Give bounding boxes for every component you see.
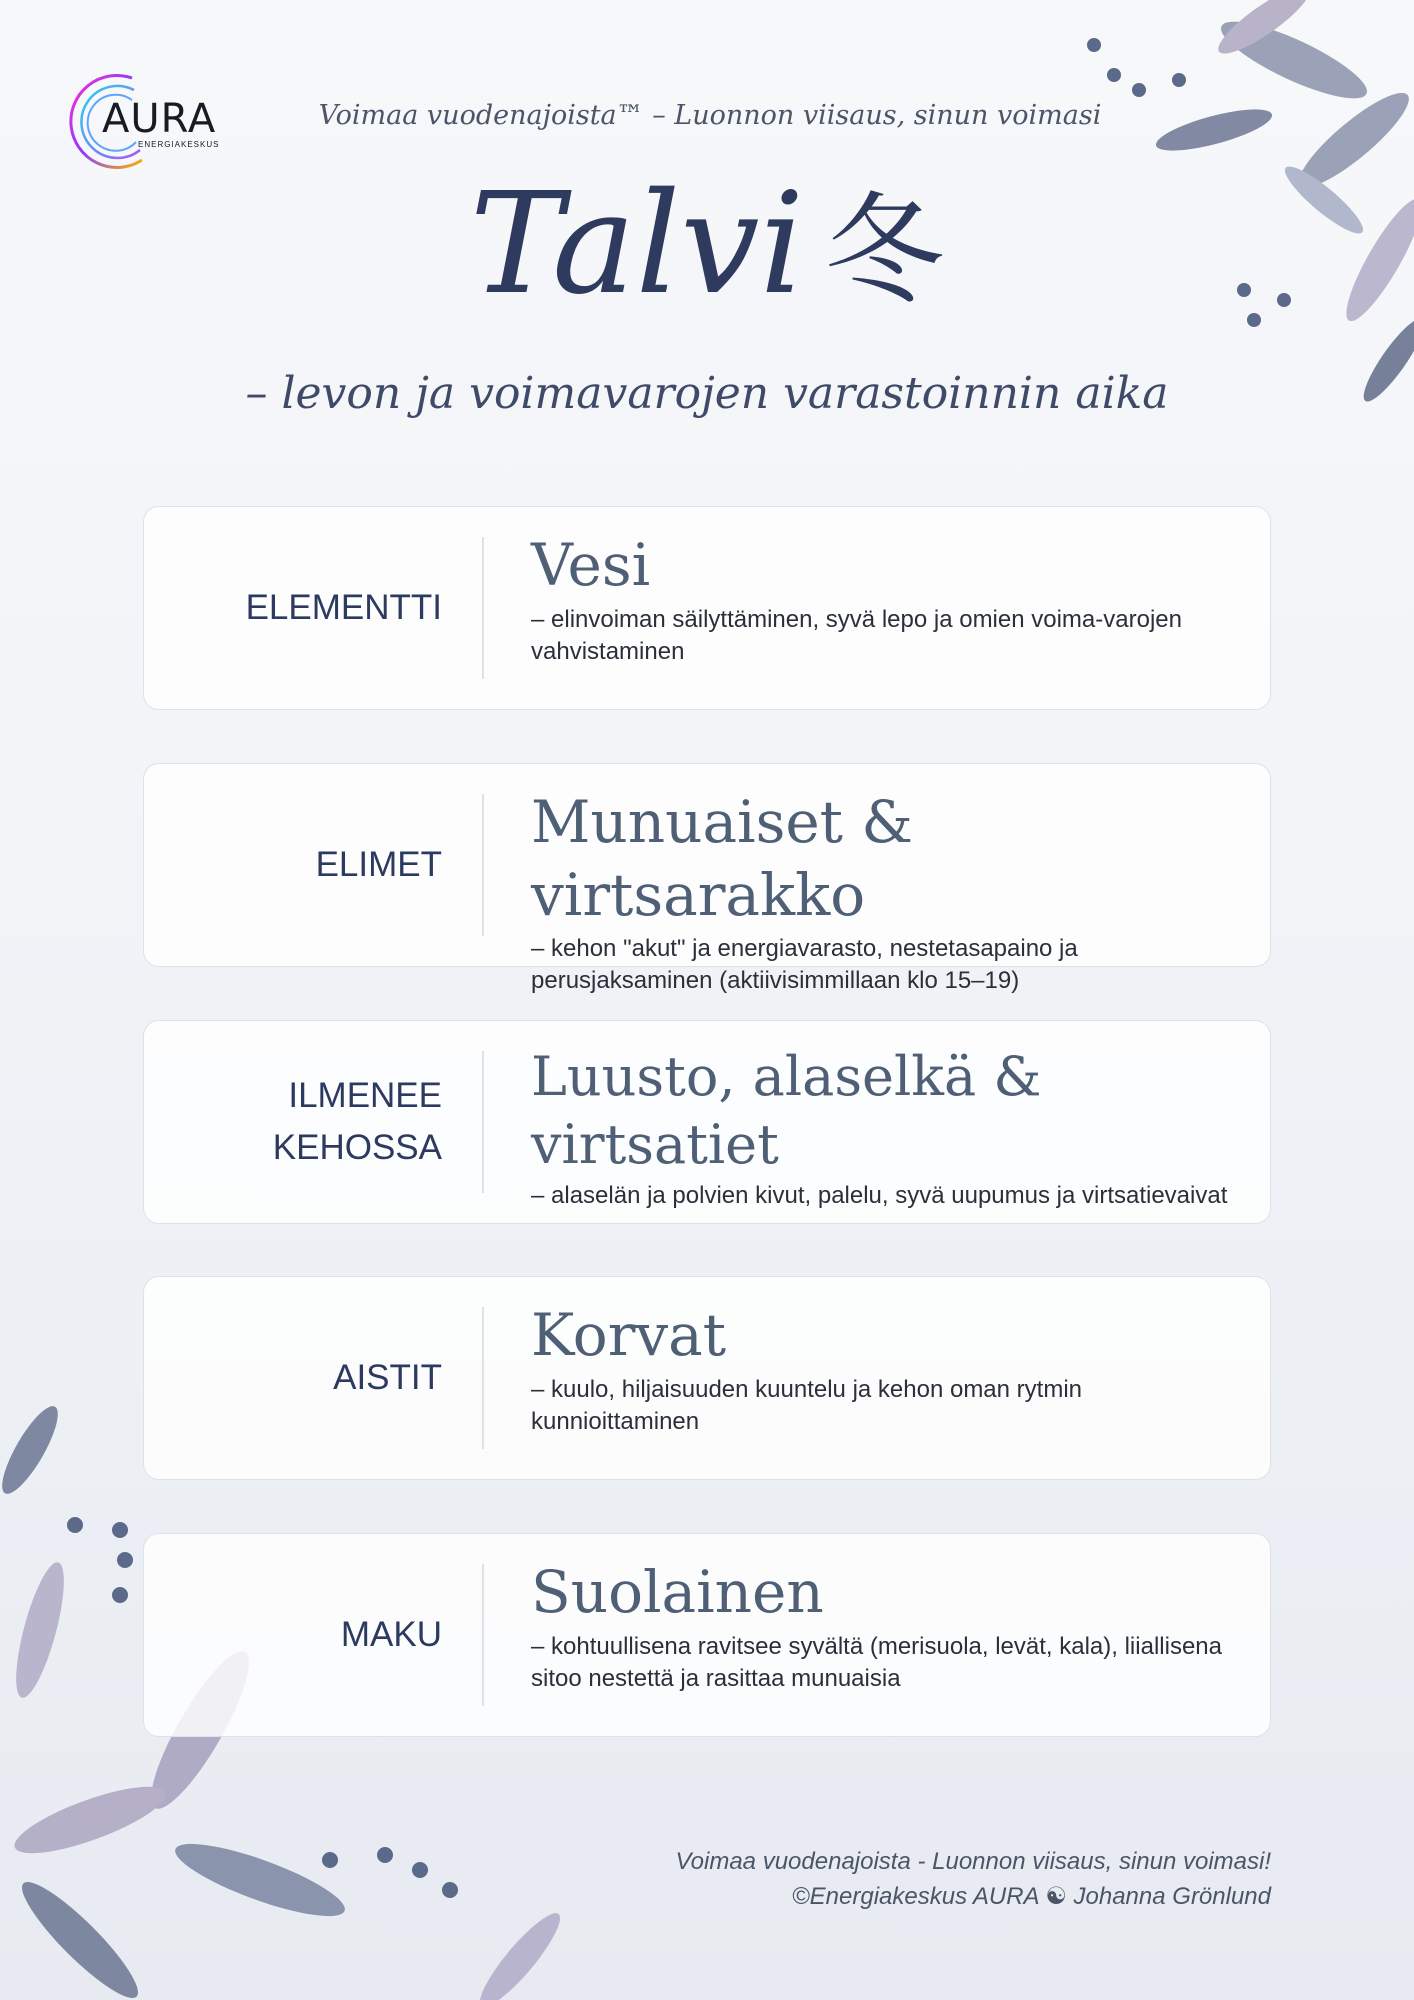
- card-ilmenee-kehossa: [143, 1020, 1271, 1224]
- card-aistit: [143, 1276, 1271, 1480]
- card-description: – elinvoiman säilyttäminen, syvä lepo ja omien voima-varojen vahvistaminen: [531, 605, 1182, 665]
- card-label: AISTIT: [333, 1357, 442, 1397]
- divider: [482, 1564, 484, 1706]
- card-description: – kehon "akut" ja energiavarasto, nestetasapaino ja perusjaksaminen (aktiivisimmillaan klo 15–19): [531, 935, 1078, 995]
- yin-yang-icon: ☯: [1045, 1882, 1067, 1910]
- footer-tagline: Voimaa vuodenajoista - Luonnon viisaus, sinun voimasi!: [675, 1848, 1271, 1875]
- footer-credits: [676, 1880, 1271, 1915]
- title-text: Talvi: [469, 163, 805, 326]
- card-label: ILMENEE KEHOSSA: [272, 1075, 442, 1167]
- card-heading: Korvat: [531, 1301, 727, 1369]
- footer-copyright: ©Energiakeskus AURA: [791, 1882, 1039, 1910]
- card-label: MAKU: [340, 1614, 442, 1654]
- page-subtitle: – levon ja voimavarojen varastoinnin aika: [245, 368, 1169, 419]
- card-description: – alaselän ja polvien kivut, palelu, syvä uupumus ja virtsatievaivat: [531, 1182, 1228, 1209]
- card-label: ELIMET: [315, 844, 442, 884]
- card-heading: Munuaiset & virtsarakko: [531, 788, 914, 929]
- card-heading: Vesi: [531, 531, 651, 599]
- page-title: [0, 163, 1414, 326]
- card-heading: Luusto, alaselkä & virtsatiet: [531, 1045, 1042, 1176]
- card-description: – kohtuullisena ravitsee syvältä (merisuola, levät, kala), liiallisena sitoo nestettä ja rasittaa munuaisia: [531, 1632, 1222, 1692]
- footer-author: Johanna Grönlund: [1073, 1882, 1271, 1910]
- card-description: – kuulo, hiljaisuuden kuuntelu ja kehon oman rytmin kunnioittaminen: [531, 1375, 1083, 1435]
- aura-logo: [62, 70, 242, 174]
- card-heading: Suolainen: [531, 1558, 824, 1626]
- divider: [482, 1051, 484, 1193]
- winter-glyph: 冬: [824, 182, 945, 321]
- footer: [676, 1845, 1271, 1915]
- divider: [482, 794, 484, 936]
- card-label: ELEMENTTI: [245, 587, 442, 627]
- logo-subtitle: ENERGIAKESKUS: [138, 140, 220, 149]
- logo-name: AURA: [102, 96, 217, 142]
- divider: [482, 1307, 484, 1449]
- tagline: Voimaa vuodenajoista™ – Luonnon viisaus, sinun voimasi: [318, 100, 1102, 131]
- card-elementti: [143, 506, 1271, 710]
- divider: [482, 537, 484, 679]
- card-elimet: [143, 763, 1271, 995]
- card-maku: [143, 1533, 1271, 1737]
